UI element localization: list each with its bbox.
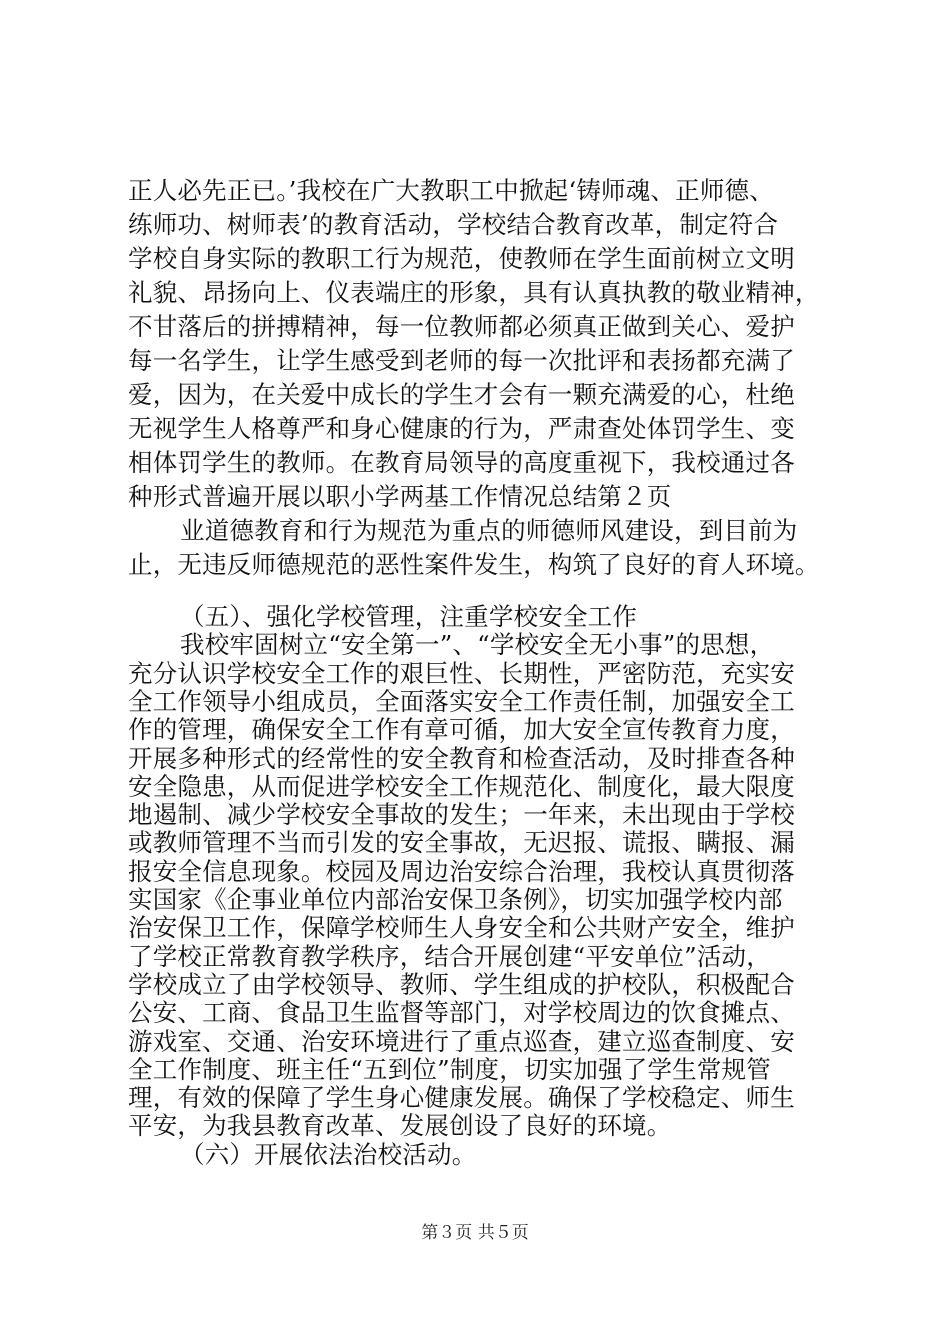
- text-line: 实国家《企事业单位内部治安保卫条例》，切实加强学校内部: [128, 885, 783, 914]
- text-line: 开展多种形式的经常性的安全教育和检查活动，及时排查各种: [128, 743, 795, 773]
- text-line: 游戏室、交通、治安环境进行了重点巡查，建立巡查制度、安: [128, 1026, 795, 1056]
- text-line: 礼貌、昂扬向上、仪表端庄的形象，具有认真执教的敬业精神，: [128, 278, 820, 307]
- page-footer: 第３页 共５页: [421, 1223, 529, 1243]
- text-line: 充分认识学校安全工作的艰巨性、长期性，严密防范，充实安: [128, 658, 795, 688]
- text-line: 学校自身实际的教职工行为规范，使教师在学生面前树立文明: [128, 244, 795, 273]
- text-line: 爱，因为，在关爱中成长的学生才会有一颗充满爱的心，杜绝: [128, 380, 795, 409]
- text-line: 公安、工商、食品卫生监督等部门，对学校周边的饮食摊点、: [128, 998, 795, 1028]
- section-heading: （六）开展依法治校活动。: [180, 1139, 477, 1169]
- text-line: 安全隐患，从而促进学校安全工作规范化、制度化，最大限度: [128, 771, 795, 801]
- text-line: 了学校正常教育教学秩序，结合开展创建“平安单位”活动，: [128, 941, 771, 971]
- text-line: 练师功、树师表’的教育活动，学校结合教育改革，制定符合: [128, 210, 779, 239]
- text-line: 每一名学生，让学生感受到老师的每一次批评和表扬都充满了: [128, 346, 795, 375]
- text-line: 止，无违反师德规范的恶性案件发生，构筑了良好的育人环境。: [128, 550, 820, 579]
- text-line: 种形式普遍开展以职小学两基工作情况总结第２页: [128, 482, 672, 511]
- text-line: 不甘落后的拼搏精神，每一位教师都必须真正做到关心、爱护: [128, 312, 795, 341]
- text-line: 学校成立了由学校领导、教师、学生组成的护校队，积极配合: [128, 969, 795, 999]
- text-line: 或教师管理不当而引发的安全事故，无迟报、谎报、瞒报、漏: [128, 828, 795, 858]
- text-line: 平安，为我县教育改革、发展创设了良好的环境。: [128, 1111, 672, 1141]
- text-line: 作的管理，确保安全工作有章可循，加大安全宣传教育力度，: [128, 715, 795, 745]
- text-line: 地遏制、减少学校安全事故的发生；一年来，未出现由于学校: [128, 800, 795, 830]
- text-line: 正人必先正已。’我校在广大教职工中掀起‘铸师魂、正师德、: [128, 176, 774, 205]
- text-line: 全工作制度、班主任“五到位”制度，切实加强了学生常规管: [128, 1054, 771, 1084]
- text-line: 全工作领导小组成员，全面落实安全工作责任制，加强安全工: [128, 686, 795, 716]
- section-heading: （五）、强化学校管理，注重学校安全工作: [180, 602, 638, 631]
- text-line: 理，有效的保障了学生身心健康发展。确保了学校稳定、师生: [128, 1083, 795, 1113]
- text-line: 我校牢固树立“安全第一”、“学校安全无小事”的思想，: [180, 630, 775, 660]
- text-line: 相体罚学生的教师。在教育局领导的高度重视下，我校通过各: [128, 448, 795, 477]
- text-line: 报安全信息现象。校园及周边治安综合治理，我校认真贯彻落: [128, 856, 795, 886]
- text-line: 业道德教育和行为规范为重点的师德师风建设，到目前为: [180, 516, 798, 545]
- text-line: 治安保卫工作，保障学校师生人身安全和公共财产安全，维护: [128, 913, 795, 943]
- text-line: 无视学生人格尊严和身心健康的行为，严肃查处体罚学生、变: [128, 414, 795, 443]
